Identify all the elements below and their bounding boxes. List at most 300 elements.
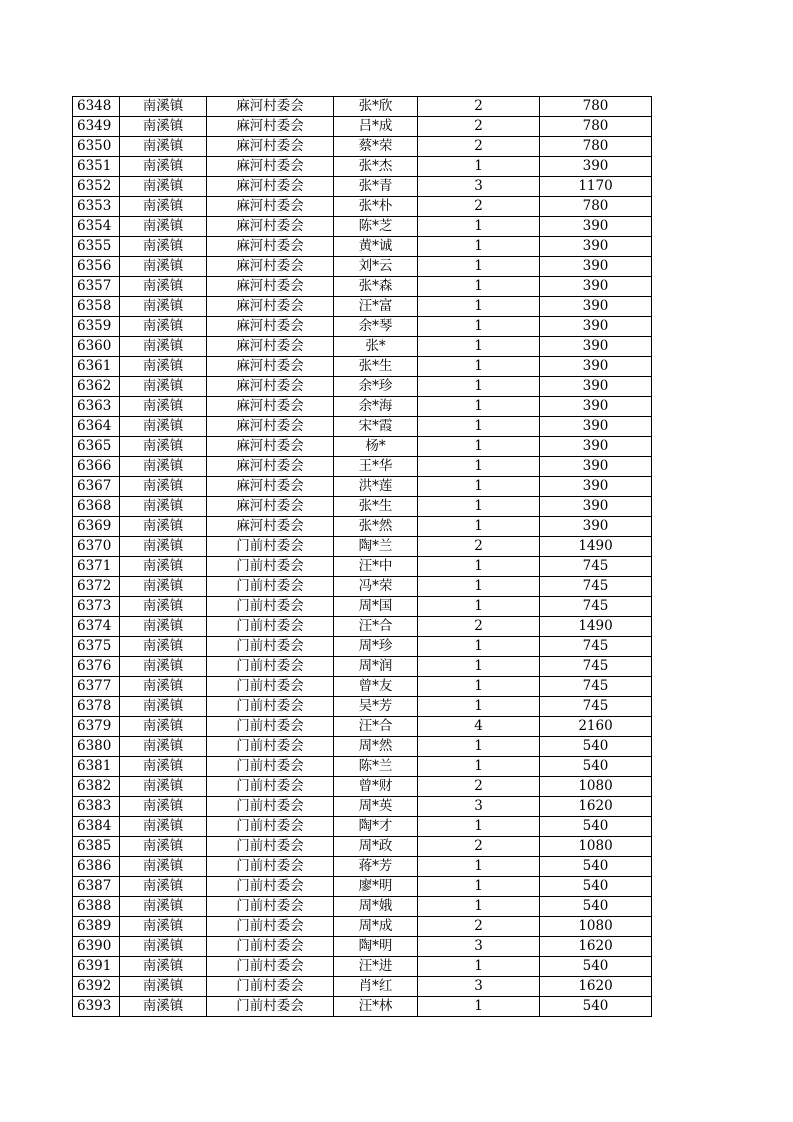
amount-cell: 390 [540,437,652,457]
village-cell: 麻河村委会 [207,97,334,117]
row-number-cell: 6386 [73,857,120,877]
village-cell: 麻河村委会 [207,457,334,477]
table-row [73,897,652,917]
town-cell: 南溪镇 [120,657,207,677]
amount-cell: 1490 [540,537,652,557]
table-row [73,877,652,897]
village-cell: 麻河村委会 [207,217,334,237]
amount-cell: 390 [540,457,652,477]
row-number-cell: 6348 [73,97,120,117]
town-cell: 南溪镇 [120,697,207,717]
town-cell: 南溪镇 [120,777,207,797]
count-cell: 1 [418,677,540,697]
town-cell: 南溪镇 [120,937,207,957]
amount-cell: 390 [540,257,652,277]
count-cell: 1 [418,697,540,717]
table-row [73,917,652,937]
name-cell: 陈*芝 [334,217,418,237]
amount-cell: 390 [540,497,652,517]
village-cell: 麻河村委会 [207,337,334,357]
table-row [73,457,652,477]
table-row [73,317,652,337]
village-cell: 门前村委会 [207,537,334,557]
name-cell: 张*朴 [334,197,418,217]
table-row [73,477,652,497]
amount-cell: 540 [540,957,652,977]
name-cell: 曾*友 [334,677,418,697]
count-cell: 1 [418,477,540,497]
name-cell: 汪*合 [334,617,418,637]
table-row [73,297,652,317]
amount-cell: 1620 [540,797,652,817]
count-cell: 1 [418,257,540,277]
town-cell: 南溪镇 [120,277,207,297]
amount-cell: 390 [540,237,652,257]
name-cell: 周*英 [334,797,418,817]
table-row [73,837,652,857]
town-cell: 南溪镇 [120,897,207,917]
table-row [73,957,652,977]
row-number-cell: 6383 [73,797,120,817]
amount-cell: 1620 [540,937,652,957]
row-number-cell: 6353 [73,197,120,217]
village-cell: 门前村委会 [207,557,334,577]
name-cell: 洪*莲 [334,477,418,497]
count-cell: 1 [418,437,540,457]
name-cell: 陈*兰 [334,757,418,777]
count-cell: 2 [418,837,540,857]
village-cell: 门前村委会 [207,657,334,677]
name-cell: 张*森 [334,277,418,297]
village-cell: 门前村委会 [207,957,334,977]
row-number-cell: 6367 [73,477,120,497]
village-cell: 门前村委会 [207,877,334,897]
amount-cell: 1080 [540,837,652,857]
town-cell: 南溪镇 [120,117,207,137]
count-cell: 1 [418,957,540,977]
amount-cell: 780 [540,137,652,157]
table-row [73,117,652,137]
village-cell: 麻河村委会 [207,397,334,417]
row-number-cell: 6392 [73,977,120,997]
table-row [73,697,652,717]
village-cell: 门前村委会 [207,617,334,637]
town-cell: 南溪镇 [120,877,207,897]
town-cell: 南溪镇 [120,817,207,837]
amount-cell: 540 [540,897,652,917]
name-cell: 张*然 [334,517,418,537]
town-cell: 南溪镇 [120,157,207,177]
count-cell: 1 [418,877,540,897]
name-cell: 汪*富 [334,297,418,317]
village-cell: 麻河村委会 [207,517,334,537]
village-cell: 麻河村委会 [207,157,334,177]
name-cell: 黄*诚 [334,237,418,257]
count-cell: 2 [418,117,540,137]
row-number-cell: 6360 [73,337,120,357]
name-cell: 余*琴 [334,317,418,337]
village-cell: 门前村委会 [207,817,334,837]
town-cell: 南溪镇 [120,417,207,437]
town-cell: 南溪镇 [120,857,207,877]
table-row [73,537,652,557]
town-cell: 南溪镇 [120,977,207,997]
count-cell: 1 [418,237,540,257]
village-cell: 门前村委会 [207,677,334,697]
count-cell: 1 [418,417,540,437]
row-number-cell: 6369 [73,517,120,537]
amount-cell: 390 [540,277,652,297]
amount-cell: 390 [540,337,652,357]
table-row [73,217,652,237]
amount-cell: 745 [540,597,652,617]
amount-cell: 745 [540,557,652,577]
table-row [73,157,652,177]
village-cell: 麻河村委会 [207,117,334,137]
village-cell: 麻河村委会 [207,477,334,497]
name-cell: 张*欣 [334,97,418,117]
count-cell: 1 [418,897,540,917]
row-number-cell: 6388 [73,897,120,917]
name-cell: 蔡*荣 [334,137,418,157]
count-cell: 1 [418,577,540,597]
name-cell: 周*娥 [334,897,418,917]
table-body [73,97,652,1017]
town-cell: 南溪镇 [120,477,207,497]
village-cell: 门前村委会 [207,997,334,1017]
row-number-cell: 6368 [73,497,120,517]
name-cell: 张*杰 [334,157,418,177]
name-cell: 冯*荣 [334,577,418,597]
village-cell: 门前村委会 [207,797,334,817]
table-row [73,197,652,217]
table-row [73,497,652,517]
village-cell: 门前村委会 [207,837,334,857]
row-number-cell: 6351 [73,157,120,177]
count-cell: 2 [418,777,540,797]
amount-cell: 540 [540,997,652,1017]
table-row [73,777,652,797]
name-cell: 张* [334,337,418,357]
amount-cell: 745 [540,637,652,657]
count-cell: 1 [418,657,540,677]
amount-cell: 390 [540,417,652,437]
table-row [73,137,652,157]
village-cell: 麻河村委会 [207,297,334,317]
town-cell: 南溪镇 [120,557,207,577]
table-row [73,857,652,877]
amount-cell: 390 [540,317,652,337]
town-cell: 南溪镇 [120,177,207,197]
table-row [73,737,652,757]
village-cell: 麻河村委会 [207,417,334,437]
village-cell: 门前村委会 [207,737,334,757]
town-cell: 南溪镇 [120,717,207,737]
count-cell: 1 [418,297,540,317]
table-row [73,797,652,817]
count-cell: 1 [418,457,540,477]
row-number-cell: 6393 [73,997,120,1017]
row-number-cell: 6370 [73,537,120,557]
name-cell: 余*珍 [334,377,418,397]
amount-cell: 390 [540,477,652,497]
amount-cell: 745 [540,657,652,677]
row-number-cell: 6363 [73,397,120,417]
count-cell: 3 [418,977,540,997]
village-cell: 麻河村委会 [207,437,334,457]
amount-cell: 390 [540,517,652,537]
row-number-cell: 6359 [73,317,120,337]
amount-cell: 390 [540,357,652,377]
town-cell: 南溪镇 [120,357,207,377]
table-row [73,717,652,737]
village-cell: 麻河村委会 [207,197,334,217]
row-number-cell: 6373 [73,597,120,617]
town-cell: 南溪镇 [120,397,207,417]
amount-cell: 540 [540,737,652,757]
table-row [73,817,652,837]
row-number-cell: 6384 [73,817,120,837]
amount-cell: 780 [540,197,652,217]
town-cell: 南溪镇 [120,297,207,317]
count-cell: 1 [418,317,540,337]
count-cell: 1 [418,217,540,237]
name-cell: 汪*进 [334,957,418,977]
table-row [73,977,652,997]
amount-cell: 390 [540,377,652,397]
count-cell: 1 [418,497,540,517]
name-cell: 周*成 [334,917,418,937]
row-number-cell: 6391 [73,957,120,977]
row-number-cell: 6377 [73,677,120,697]
village-cell: 门前村委会 [207,577,334,597]
table-row [73,657,652,677]
name-cell: 吴*芳 [334,697,418,717]
amount-cell: 390 [540,397,652,417]
count-cell: 3 [418,797,540,817]
town-cell: 南溪镇 [120,737,207,757]
count-cell: 1 [418,817,540,837]
amount-cell: 540 [540,817,652,837]
table-row [73,237,652,257]
table-row [73,937,652,957]
town-cell: 南溪镇 [120,917,207,937]
name-cell: 汪*中 [334,557,418,577]
village-cell: 麻河村委会 [207,177,334,197]
name-cell: 杨* [334,437,418,457]
count-cell: 2 [418,137,540,157]
row-number-cell: 6361 [73,357,120,377]
town-cell: 南溪镇 [120,97,207,117]
count-cell: 1 [418,597,540,617]
name-cell: 肖*红 [334,977,418,997]
village-cell: 门前村委会 [207,937,334,957]
village-cell: 门前村委会 [207,897,334,917]
name-cell: 汪*合 [334,717,418,737]
count-cell: 2 [418,197,540,217]
count-cell: 3 [418,177,540,197]
count-cell: 2 [418,537,540,557]
name-cell: 汪*林 [334,997,418,1017]
village-cell: 麻河村委会 [207,237,334,257]
row-number-cell: 6366 [73,457,120,477]
table-row [73,337,652,357]
amount-cell: 1080 [540,917,652,937]
town-cell: 南溪镇 [120,837,207,857]
name-cell: 王*华 [334,457,418,477]
town-cell: 南溪镇 [120,317,207,337]
row-number-cell: 6385 [73,837,120,857]
village-cell: 门前村委会 [207,717,334,737]
count-cell: 3 [418,937,540,957]
count-cell: 2 [418,97,540,117]
name-cell: 张*生 [334,497,418,517]
town-cell: 南溪镇 [120,957,207,977]
table-row [73,417,652,437]
count-cell: 1 [418,337,540,357]
town-cell: 南溪镇 [120,677,207,697]
amount-cell: 390 [540,157,652,177]
table-row [73,637,652,657]
town-cell: 南溪镇 [120,457,207,477]
amount-cell: 780 [540,117,652,137]
amount-cell: 745 [540,677,652,697]
row-number-cell: 6356 [73,257,120,277]
table-row [73,517,652,537]
row-number-cell: 6357 [73,277,120,297]
count-cell: 1 [418,157,540,177]
town-cell: 南溪镇 [120,997,207,1017]
row-number-cell: 6364 [73,417,120,437]
table-row [73,97,652,117]
row-number-cell: 6371 [73,557,120,577]
town-cell: 南溪镇 [120,237,207,257]
count-cell: 1 [418,997,540,1017]
town-cell: 南溪镇 [120,597,207,617]
table-row [73,997,652,1017]
count-cell: 1 [418,737,540,757]
row-number-cell: 6374 [73,617,120,637]
row-number-cell: 6358 [73,297,120,317]
name-cell: 曾*财 [334,777,418,797]
table-row [73,677,652,697]
count-cell: 1 [418,377,540,397]
name-cell: 宋*霞 [334,417,418,437]
amount-cell: 745 [540,577,652,597]
row-number-cell: 6355 [73,237,120,257]
amount-cell: 780 [540,97,652,117]
village-cell: 门前村委会 [207,757,334,777]
name-cell: 周*珍 [334,637,418,657]
row-number-cell: 6375 [73,637,120,657]
row-number-cell: 6382 [73,777,120,797]
amount-cell: 540 [540,877,652,897]
count-cell: 1 [418,857,540,877]
amount-cell: 1620 [540,977,652,997]
town-cell: 南溪镇 [120,337,207,357]
town-cell: 南溪镇 [120,757,207,777]
table-row [73,357,652,377]
town-cell: 南溪镇 [120,497,207,517]
table-row [73,437,652,457]
name-cell: 陶*才 [334,817,418,837]
row-number-cell: 6350 [73,137,120,157]
amount-cell: 540 [540,857,652,877]
row-number-cell: 6354 [73,217,120,237]
name-cell: 周*润 [334,657,418,677]
table-row [73,757,652,777]
count-cell: 1 [418,277,540,297]
name-cell: 刘*云 [334,257,418,277]
town-cell: 南溪镇 [120,797,207,817]
amount-cell: 1490 [540,617,652,637]
village-cell: 门前村委会 [207,597,334,617]
name-cell: 余*海 [334,397,418,417]
town-cell: 南溪镇 [120,637,207,657]
town-cell: 南溪镇 [120,217,207,237]
village-cell: 门前村委会 [207,697,334,717]
count-cell: 4 [418,717,540,737]
name-cell: 周*然 [334,737,418,757]
data-table [72,96,652,1017]
row-number-cell: 6381 [73,757,120,777]
village-cell: 麻河村委会 [207,257,334,277]
town-cell: 南溪镇 [120,377,207,397]
amount-cell: 1080 [540,777,652,797]
row-number-cell: 6389 [73,917,120,937]
table-row [73,557,652,577]
village-cell: 门前村委会 [207,637,334,657]
table-row [73,277,652,297]
village-cell: 麻河村委会 [207,377,334,397]
table-row [73,177,652,197]
town-cell: 南溪镇 [120,197,207,217]
name-cell: 张*生 [334,357,418,377]
row-number-cell: 6390 [73,937,120,957]
table-row [73,577,652,597]
table-row [73,397,652,417]
village-cell: 麻河村委会 [207,497,334,517]
row-number-cell: 6378 [73,697,120,717]
name-cell: 陶*明 [334,937,418,957]
table-row [73,617,652,637]
row-number-cell: 6380 [73,737,120,757]
row-number-cell: 6376 [73,657,120,677]
name-cell: 陶*兰 [334,537,418,557]
name-cell: 吕*成 [334,117,418,137]
count-cell: 1 [418,637,540,657]
village-cell: 麻河村委会 [207,357,334,377]
row-number-cell: 6387 [73,877,120,897]
row-number-cell: 6352 [73,177,120,197]
row-number-cell: 6349 [73,117,120,137]
amount-cell: 745 [540,697,652,717]
name-cell: 张*青 [334,177,418,197]
count-cell: 1 [418,397,540,417]
count-cell: 1 [418,757,540,777]
village-cell: 门前村委会 [207,857,334,877]
row-number-cell: 6365 [73,437,120,457]
town-cell: 南溪镇 [120,577,207,597]
count-cell: 1 [418,357,540,377]
table-row [73,257,652,277]
town-cell: 南溪镇 [120,537,207,557]
town-cell: 南溪镇 [120,437,207,457]
village-cell: 门前村委会 [207,777,334,797]
table-row [73,377,652,397]
amount-cell: 1170 [540,177,652,197]
name-cell: 周*国 [334,597,418,617]
